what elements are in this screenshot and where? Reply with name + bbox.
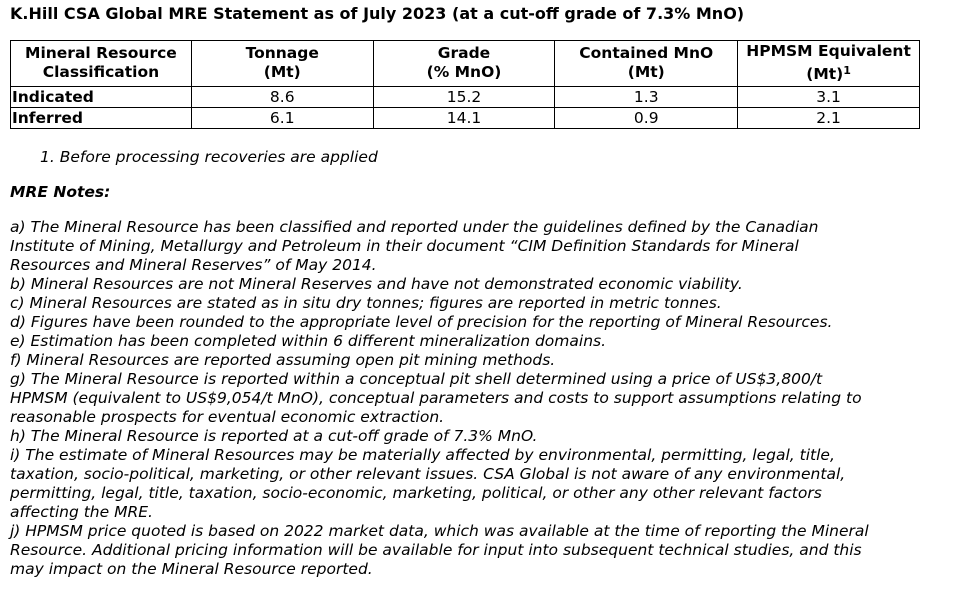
cell-grade: 15.2 [373,87,555,108]
header-classification [11,41,192,87]
header-hpmsm-equivalent [738,41,920,87]
note-line: Resources and Mineral Reserves” of May 2014. [10,256,377,274]
notes-heading: MRE Notes: [10,183,111,201]
note-line: affecting the MRE. [10,503,153,521]
header-classification-line1: Mineral Resource [25,44,177,62]
header-tonnage-line1: Tonnage [245,44,319,62]
cell-hpmsm: 2.1 [738,108,920,129]
header-tonnage [191,41,373,87]
note-line: a) The Mineral Resource has been classified and reported under the guidelines defined by the Canadian [10,218,819,236]
note-line: i) The estimate of Mineral Resources may be materially affected by environmental, permitting, legal, title, [10,446,835,464]
note-line: Resource. Additional pricing information will be available for input into subsequent technical studies, and this [10,541,862,559]
row-classification: Inferred [11,108,192,129]
note-line: c) Mineral Resources are stated as in situ dry tonnes; figures are reported in metric tonnes. [10,294,722,312]
header-contained-line1: Contained MnO [579,44,714,62]
table-row [11,108,920,129]
note-line: e) Estimation has been completed within 6 different mineralization domains. [10,332,607,350]
table-row [11,87,920,108]
table-footnote: 1. Before processing recoveries are applied [40,148,378,166]
document-title: K.Hill CSA Global MRE Statement as of July 2023 (at a cut-off grade of 7.3% MnO) [10,4,745,23]
row-classification: Indicated [11,87,192,108]
header-grade [373,41,555,87]
table-header-row [11,41,920,87]
note-line: d) Figures have been rounded to the appropriate level of precision for the reporting of Mineral Resources. [10,313,833,331]
header-grade-line2: (% MnO) [426,63,502,81]
notes-body [10,218,940,579]
footnote-marker: 1 [843,64,851,77]
header-hpmsm-line1: HPMSM Equivalent [746,42,911,60]
note-line: f) Mineral Resources are reported assuming open pit mining methods. [10,351,556,369]
cell-contained: 0.9 [555,108,738,129]
note-line: j) HPMSM price quoted is based on 2022 market data, which was available at the time of reporting the Mineral [10,522,869,540]
note-line: HPMSM (equivalent to US$9,054/t MnO), conceptual parameters and costs to support assumptions relating to [10,389,862,407]
header-contained-mno [555,41,738,87]
note-line: may impact on the Mineral Resource reported. [10,560,373,578]
note-line: taxation, socio-political, marketing, or other relevant issues. CSA Global is not aware of any environmental, [10,465,846,483]
note-line: h) The Mineral Resource is reported at a cut-off grade of 7.3% MnO. [10,427,538,445]
note-line: g) The Mineral Resource is reported within a conceptual pit shell determined using a price of US$3,800/t [10,370,823,388]
cell-hpmsm: 3.1 [738,87,920,108]
cell-contained: 1.3 [555,87,738,108]
cell-grade: 14.1 [373,108,555,129]
note-line: b) Mineral Resources are not Mineral Reserves and have not demonstrated economic viability. [10,275,743,293]
header-contained-line2: (Mt) [627,63,665,81]
note-line: Institute of Mining, Metallurgy and Petroleum in their document “CIM Definition Standards for Mineral [10,237,799,255]
header-classification-line2: Classification [42,63,160,81]
cell-tonnage: 6.1 [191,108,373,129]
note-line: permitting, legal, title, taxation, socio-economic, marketing, political, or other any other relevant factors [10,484,822,502]
header-grade-line1: Grade [437,44,491,62]
mre-table [10,40,920,129]
header-tonnage-line2: (Mt) [263,63,301,81]
header-hpmsm-line2: (Mt) [806,65,844,83]
note-line: reasonable prospects for eventual economic extraction. [10,408,445,426]
cell-tonnage: 8.6 [191,87,373,108]
